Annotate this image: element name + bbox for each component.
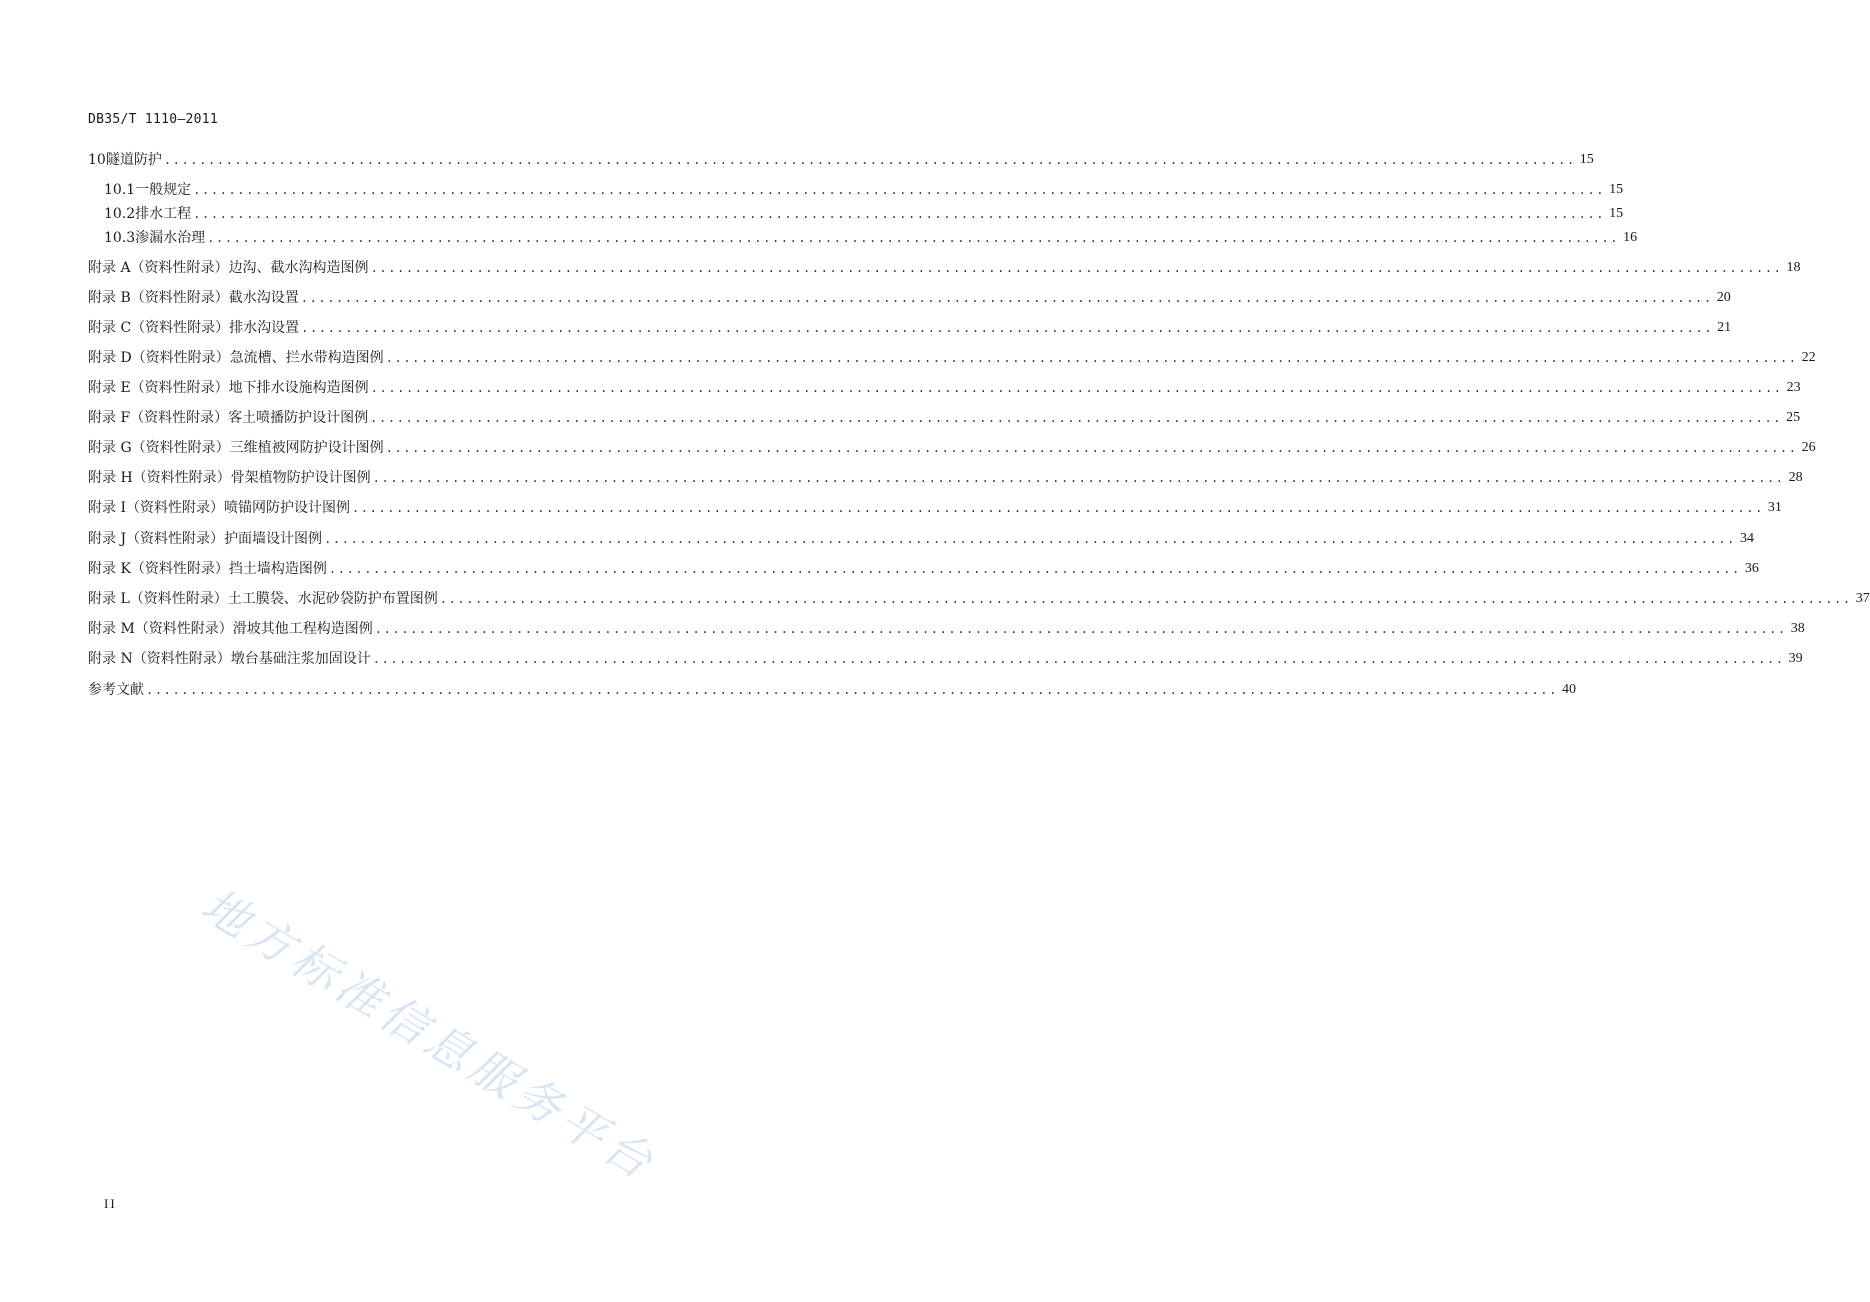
toc-page: 25	[1786, 410, 1801, 425]
toc-leader: ................................................................................................................................................................	[385, 441, 1798, 455]
toc-title: 隧道防护	[105, 152, 162, 168]
toc-page: 36	[1744, 561, 1759, 576]
toc-leader: ................................................................................................................................................................	[193, 183, 1606, 197]
toc-number: 10.1	[104, 182, 136, 198]
toc-number: 附录 B（资料性附录）	[88, 290, 229, 306]
toc-leader: ................................................................................................................................................................	[385, 351, 1798, 365]
toc-page: 31	[1767, 500, 1782, 515]
toc-entry-appendix-c[interactable]	[88, 317, 1732, 339]
toc-entry-appendix-b[interactable]	[88, 287, 1731, 309]
toc-title: 截水沟设置	[228, 290, 299, 306]
toc-number: 10.2	[104, 206, 136, 222]
toc-title: 骨架植物防护设计图例	[230, 470, 371, 486]
toc-leader: ................................................................................................................................................................	[328, 562, 1741, 576]
toc-page: 34	[1740, 531, 1754, 546]
toc-page: 39	[1788, 651, 1803, 666]
toc-entry-appendix-d[interactable]	[88, 347, 1816, 369]
toc-title: 喷锚网防护设计图例	[223, 500, 350, 516]
toc-title: 排水工程	[135, 206, 192, 222]
toc-number: 附录 A（资料性附录）	[88, 260, 229, 276]
toc-entry-appendix-h[interactable]	[88, 467, 1803, 489]
toc-page: 15	[1579, 152, 1594, 167]
toc-leader: ................................................................................................................................................................	[163, 153, 1576, 167]
toc-page: 40	[1561, 682, 1576, 697]
toc-number: 附录 C（资料性附录）	[88, 320, 230, 336]
toc-number: 附录 F（资料性附录）	[88, 410, 229, 426]
toc-entry-appendix-j[interactable]	[88, 528, 1754, 550]
toc-leader: ................................................................................................................................................................	[439, 592, 1852, 606]
toc-page: 37	[1855, 591, 1870, 606]
toc-page: 16	[1623, 230, 1638, 245]
toc-leader: ................................................................................................................................................................	[374, 622, 1787, 636]
toc-entry-10[interactable]	[88, 149, 1594, 171]
toc-leader: ................................................................................................................................................................	[300, 291, 1713, 305]
toc-entry-appendix-l[interactable]	[88, 588, 1870, 610]
toc-page: 18	[1786, 260, 1801, 275]
toc-leader: ................................................................................................................................................................	[301, 321, 1714, 335]
toc-entry-10-1[interactable]	[104, 179, 1624, 201]
toc-leader: ................................................................................................................................................................	[370, 261, 1783, 275]
toc-leader: ................................................................................................................................................................	[324, 532, 1736, 546]
toc-leader: ................................................................................................................................................................	[370, 411, 1783, 425]
toc-entry-appendix-i[interactable]	[88, 497, 1782, 519]
toc-number: 附录 H（资料性附录）	[88, 470, 231, 486]
toc-entry-appendix-k[interactable]	[88, 558, 1759, 580]
toc-number: 附录 K（资料性附录）	[88, 561, 229, 577]
toc-number: 附录 G（资料性附录）	[88, 440, 230, 456]
toc-leader: ................................................................................................................................................................	[370, 381, 1783, 395]
document-code: DB35/T 1110—2011	[88, 112, 219, 127]
toc-page: 15	[1609, 206, 1624, 221]
toc-title: 客土喷播防护设计图例	[228, 410, 369, 426]
toc-entry-appendix-m[interactable]	[88, 618, 1805, 640]
toc-entry-10-3[interactable]	[104, 227, 1638, 249]
toc-number: 10	[88, 152, 106, 168]
toc-page: 38	[1790, 621, 1805, 636]
toc-title: 地下排水设施构造图例	[228, 380, 369, 396]
watermark: 地方标准信息服务平台	[192, 877, 667, 1192]
toc-number: 附录 M（资料性附录）	[88, 621, 233, 637]
toc-page: 20	[1716, 290, 1731, 305]
toc-page: 28	[1788, 470, 1803, 485]
toc-title: 滑坡其他工程构造图例	[232, 621, 373, 637]
toc-entry-appendix-n[interactable]	[88, 648, 1803, 670]
toc-number: 附录 J（资料性附录）	[88, 531, 225, 547]
toc-leader: ................................................................................................................................................................	[193, 207, 1606, 221]
toc-title: 急流槽、拦水带构造图例	[229, 350, 384, 366]
toc-leader: ................................................................................................................................................................	[207, 231, 1620, 245]
toc-title: 一般规定	[135, 182, 192, 198]
toc-entry-references[interactable]	[88, 679, 1576, 701]
toc-entry-appendix-g[interactable]	[88, 437, 1816, 459]
toc-title: 三维植被网防护设计图例	[229, 440, 384, 456]
toc-entry-appendix-a[interactable]	[88, 257, 1801, 279]
toc-title: 土工膜袋、水泥砂袋防护布置图例	[227, 591, 438, 607]
page-number: II	[104, 1196, 117, 1211]
toc-page: 15	[1609, 182, 1624, 197]
toc-title: 护面墙设计图例	[224, 531, 323, 547]
toc-number: 附录 E（资料性附录）	[88, 380, 229, 396]
toc-title: 墩台基础注浆加固设计	[230, 651, 371, 667]
toc-page: 21	[1717, 320, 1732, 335]
toc-number: 10.3	[104, 230, 136, 246]
toc-leader: ................................................................................................................................................................	[351, 501, 1764, 515]
toc-title: 边沟、截水沟构造图例	[228, 260, 369, 276]
toc-entry-appendix-f[interactable]	[88, 407, 1801, 429]
toc-number: 附录 D（资料性附录）	[88, 350, 230, 366]
toc-title: 排水沟设置	[229, 320, 300, 336]
toc-title: 渗漏水治理	[135, 230, 206, 246]
toc-leader: ................................................................................................................................................................	[146, 683, 1558, 697]
toc-title: 参考文献	[88, 682, 144, 698]
toc-leader: ................................................................................................................................................................	[372, 652, 1785, 666]
toc-leader: ................................................................................................................................................................	[372, 471, 1785, 485]
toc-number: 附录 N（资料性附录）	[88, 651, 231, 667]
toc-title: 挡土墙构造图例	[228, 561, 327, 577]
toc-page: 26	[1801, 440, 1816, 455]
toc-page: 22	[1801, 350, 1816, 365]
toc-entry-10-2[interactable]	[104, 203, 1624, 225]
toc-entry-appendix-e[interactable]	[88, 377, 1801, 399]
toc-page: 23	[1786, 380, 1801, 395]
toc-number: 附录 L（资料性附录）	[88, 591, 228, 607]
toc-number: 附录 I（资料性附录）	[88, 500, 224, 516]
